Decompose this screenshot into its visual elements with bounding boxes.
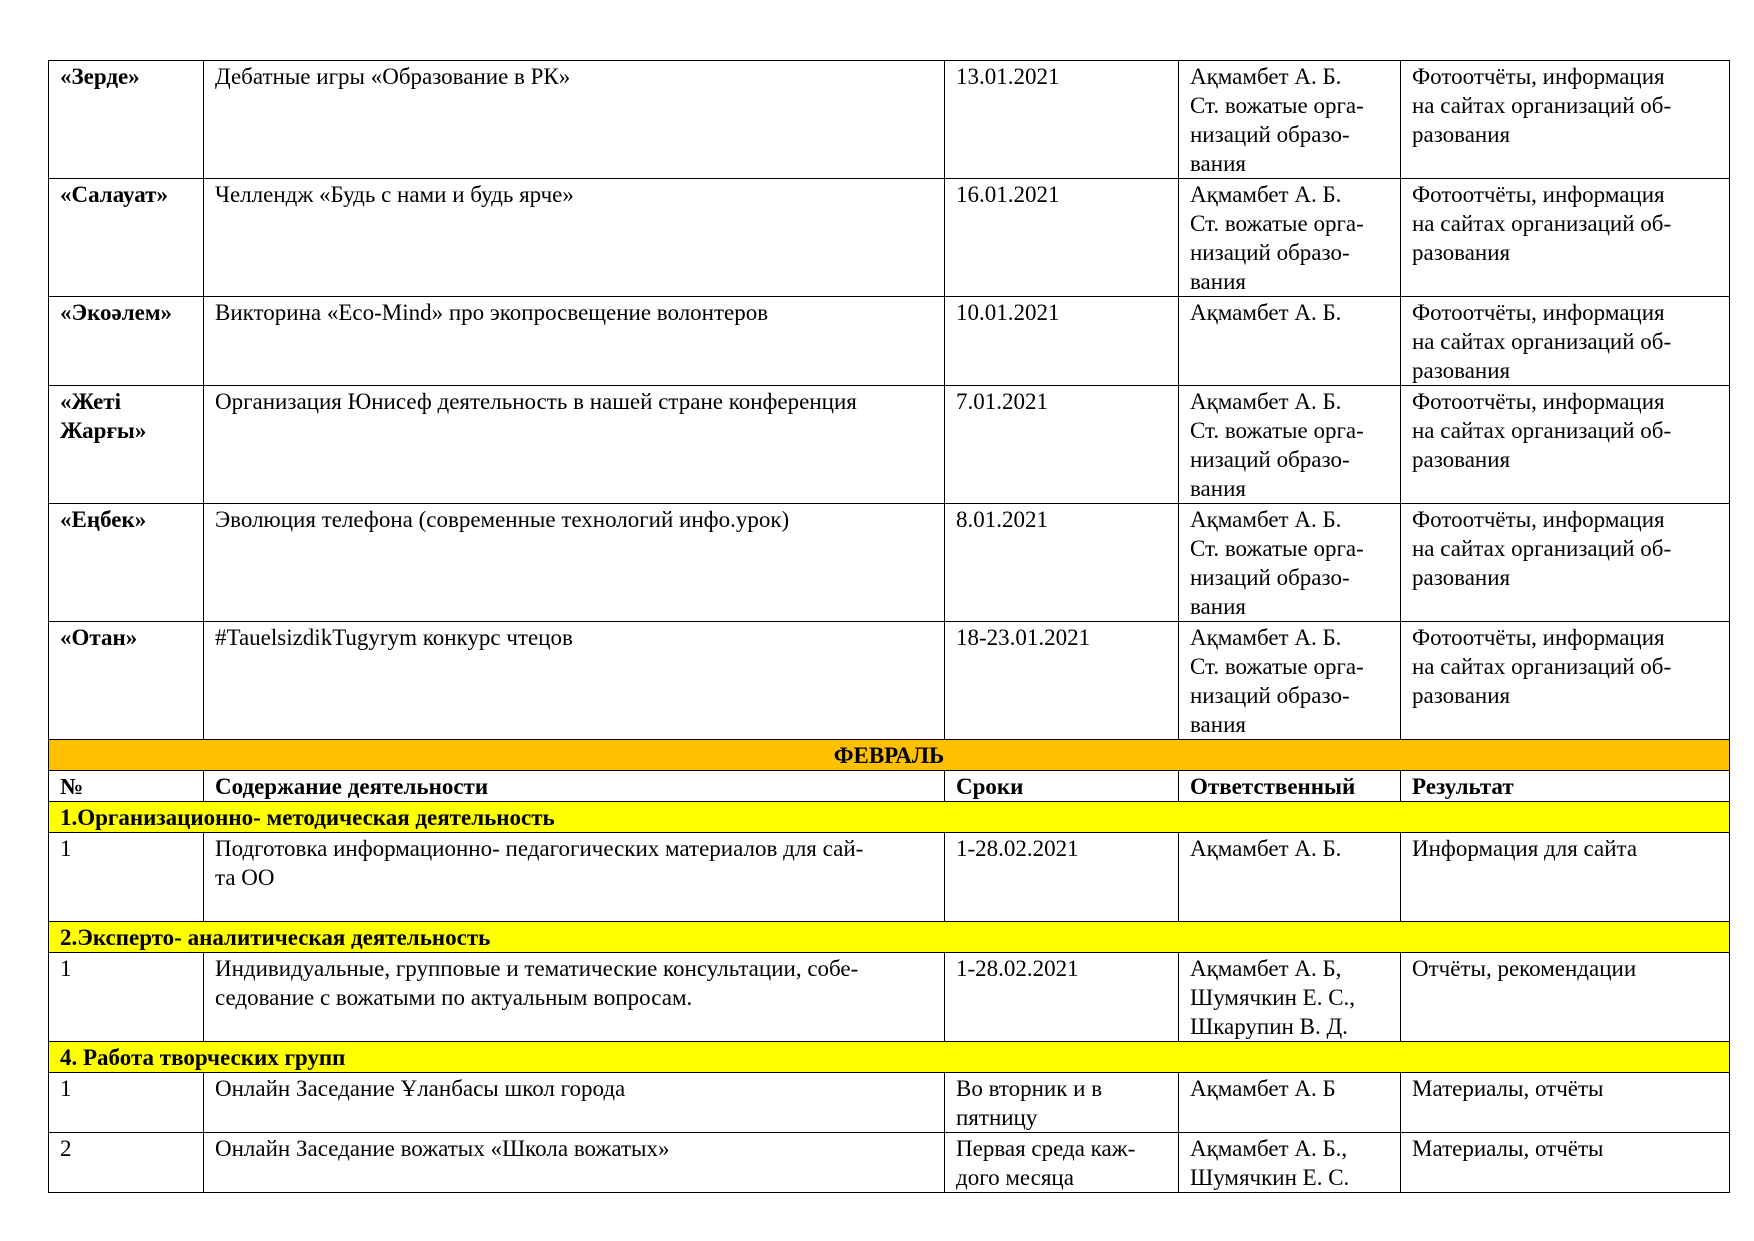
content-cell: Эволюция телефона (современные технологий инфо.урок) xyxy=(204,504,945,622)
date-cell: Первая среда каж- дого месяца xyxy=(945,1133,1179,1193)
org-cell: «Жеті Жарғы» xyxy=(49,386,204,504)
content-cell: Викторина «Eco-Mind» про экопросвещение волонтеров xyxy=(204,297,945,386)
responsible-cell: Ақмамбет А. Б. xyxy=(1179,297,1401,386)
section-title: 2.Эксперто- аналитическая деятельность xyxy=(49,922,1730,953)
table-row xyxy=(49,179,1730,297)
org-cell: «Салауат» xyxy=(49,179,204,297)
date-cell: 1-28.02.2021 xyxy=(945,953,1179,1042)
date-cell: 13.01.2021 xyxy=(945,61,1179,179)
date-cell: 8.01.2021 xyxy=(945,504,1179,622)
result-cell: Материалы, отчёты xyxy=(1401,1073,1730,1133)
result-cell: Фотоотчёты, информация на сайтах организаций об- разования xyxy=(1401,61,1730,179)
table-row xyxy=(49,297,1730,386)
section-row xyxy=(49,802,1730,833)
content-cell: Подготовка информационно- педагогических материалов для сай- та ОО xyxy=(204,833,945,922)
result-cell: Информация для сайта xyxy=(1401,833,1730,922)
date-cell: 18-23.01.2021 xyxy=(945,622,1179,740)
responsible-cell: Ақмамбет А. Б. Ст. вожатые орга- низаций образо- вания xyxy=(1179,622,1401,740)
section-row xyxy=(49,922,1730,953)
header-num: № xyxy=(49,771,204,802)
table-row xyxy=(49,61,1730,179)
result-cell: Отчёты, рекомендации xyxy=(1401,953,1730,1042)
responsible-cell: Ақмамбет А. Б xyxy=(1179,1073,1401,1133)
result-cell: Фотоотчёты, информация на сайтах организаций об- разования xyxy=(1401,386,1730,504)
responsible-cell: Ақмамбет А. Б. Ст. вожатые орга- низаций образо- вания xyxy=(1179,504,1401,622)
responsible-cell: Ақмамбет А. Б, Шумячкин Е. С., Шкарупин В. Д. xyxy=(1179,953,1401,1042)
responsible-cell: Ақмамбет А. Б. xyxy=(1179,833,1401,922)
result-cell: Фотоотчёты, информация на сайтах организаций об- разования xyxy=(1401,297,1730,386)
table-row xyxy=(49,386,1730,504)
responsible-cell: Ақмамбет А. Б. Ст. вожатые орга- низаций образо- вания xyxy=(1179,386,1401,504)
table-row xyxy=(49,1073,1730,1133)
date-cell: Во вторник и в пятницу xyxy=(945,1073,1179,1133)
org-cell: «Еңбек» xyxy=(49,504,204,622)
org-cell: «Зерде» xyxy=(49,61,204,179)
result-cell: Фотоотчёты, информация на сайтах организаций об- разования xyxy=(1401,504,1730,622)
document-page xyxy=(48,60,1729,1193)
month-title: ФЕВРАЛЬ xyxy=(49,740,1730,771)
result-cell: Материалы, отчёты xyxy=(1401,1133,1730,1193)
date-cell: 10.01.2021 xyxy=(945,297,1179,386)
content-cell: Дебатные игры «Образование в РК» xyxy=(204,61,945,179)
result-cell: Фотоотчёты, информация на сайтах организаций об- разования xyxy=(1401,179,1730,297)
responsible-cell: Ақмамбет А. Б. Ст. вожатые орга- низаций образо- вания xyxy=(1179,61,1401,179)
section-title: 1.Организационно- методическая деятельность xyxy=(49,802,1730,833)
header-date: Сроки xyxy=(945,771,1179,802)
date-cell: 1-28.02.2021 xyxy=(945,833,1179,922)
section-title: 4. Работа творческих групп xyxy=(49,1042,1730,1073)
num-cell: 1 xyxy=(49,833,204,922)
num-cell: 1 xyxy=(49,1073,204,1133)
content-cell: Онлайн Заседание вожатых «Школа вожатых» xyxy=(204,1133,945,1193)
table-row xyxy=(49,1133,1730,1193)
table-row xyxy=(49,504,1730,622)
content-cell: Челлендж «Будь с нами и будь ярче» xyxy=(204,179,945,297)
header-responsible: Ответственный xyxy=(1179,771,1401,802)
org-cell: «Отан» xyxy=(49,622,204,740)
num-cell: 1 xyxy=(49,953,204,1042)
table-row xyxy=(49,953,1730,1042)
section-row xyxy=(49,1042,1730,1073)
table-row xyxy=(49,622,1730,740)
date-cell: 7.01.2021 xyxy=(945,386,1179,504)
num-cell: 2 xyxy=(49,1133,204,1193)
org-cell: «Экоәлем» xyxy=(49,297,204,386)
header-content: Содержание деятельности xyxy=(204,771,945,802)
responsible-cell: Ақмамбет А. Б., Шумячкин Е. С. xyxy=(1179,1133,1401,1193)
activity-plan-table xyxy=(48,60,1730,1193)
header-row xyxy=(49,771,1730,802)
date-cell: 16.01.2021 xyxy=(945,179,1179,297)
header-result: Результат xyxy=(1401,771,1730,802)
content-cell: #TauelsizdikTugyrym конкурс чтецов xyxy=(204,622,945,740)
content-cell: Онлайн Заседание Ұланбасы школ города xyxy=(204,1073,945,1133)
table-row xyxy=(49,833,1730,922)
month-row xyxy=(49,740,1730,771)
result-cell: Фотоотчёты, информация на сайтах организаций об- разования xyxy=(1401,622,1730,740)
responsible-cell: Ақмамбет А. Б. Ст. вожатые орга- низаций образо- вания xyxy=(1179,179,1401,297)
content-cell: Организация Юнисеф деятельность в нашей стране конференция xyxy=(204,386,945,504)
content-cell: Индивидуальные, групповые и тематические консультации, собе- седование с вожатыми по актуальным вопросам. xyxy=(204,953,945,1042)
